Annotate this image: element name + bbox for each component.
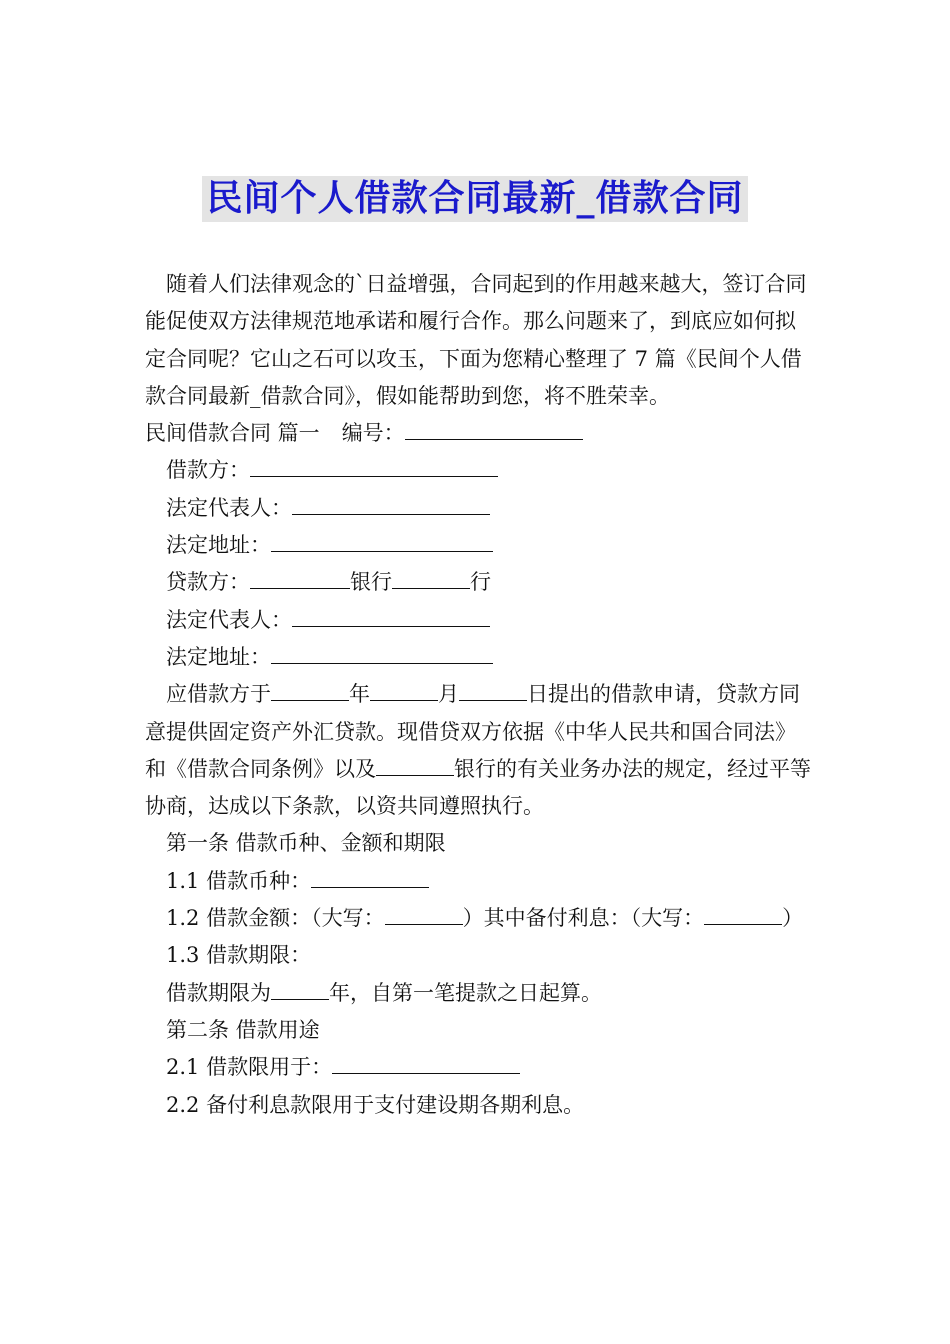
article2-title: 第二条 借款用途	[166, 1017, 320, 1042]
branch-label: 行	[470, 570, 491, 595]
document-title: 民间个人借款合同最新_借款合同	[202, 176, 747, 222]
borrower-blank	[250, 454, 498, 477]
legal-addr-line	[145, 527, 815, 564]
term-label-a: 借款期限为	[166, 980, 271, 1005]
app-prefix: 应借款方于	[166, 682, 271, 707]
term-line	[145, 975, 815, 1012]
legal-addr2-label: 法定地址：	[166, 644, 271, 669]
article1-1-line	[145, 863, 815, 900]
legal-addr2-line	[145, 639, 815, 676]
term-blank	[271, 977, 329, 1000]
legal-addr2-blank	[271, 641, 493, 664]
article1-3-line: 1.3 借款期限：	[166, 943, 312, 968]
borrower-label: 借款方：	[166, 458, 250, 483]
legal-rep-blank	[292, 492, 490, 515]
legal-rep2-label: 法定代表人：	[166, 607, 292, 632]
article2-1-label: 2.1 借款限用于：	[166, 1055, 333, 1080]
borrower-line	[145, 452, 815, 489]
interest-blank	[704, 902, 762, 925]
bank-blank	[392, 566, 470, 589]
lender-blank	[250, 566, 350, 589]
article1-2-label-a: 1.2 借款金额：（大写：	[166, 906, 385, 931]
legal-addr-blank	[271, 529, 493, 552]
article1-2-label-b: ）其中备付利息：（大写：	[462, 906, 705, 931]
document-body	[145, 266, 815, 1124]
month-blank	[370, 678, 438, 701]
lender-line	[145, 564, 815, 601]
day-rest: 日提出的借款申请，贷款方同意提供固定资产外汇贷款。现借贷双方依据《中华人民共和国合同法》和《借款合同条例》以及	[145, 682, 800, 781]
article1-1-label: 1.1 借款币种：	[166, 868, 312, 893]
article1-2-label-c: ）	[782, 906, 804, 931]
number-label: 编号：	[341, 421, 405, 446]
legal-rep-line	[145, 490, 815, 527]
bank-label: 银行	[350, 570, 392, 595]
article2-1-line	[145, 1049, 815, 1086]
legal-rep-label: 法定代表人：	[166, 495, 292, 520]
month-label: 月	[438, 682, 459, 707]
legal-rep2-line	[145, 602, 815, 639]
bank-name-blank	[376, 753, 454, 776]
day-blank	[459, 678, 527, 701]
intro-paragraph: 随着人们法律观念的`日益增强，合同起到的作用越来越大，签订合同能促使双方法律规范地承诺和履行合作。那么问题来了，到底应如何拟定合同呢？它山之石可以攻玉，下面为您精心整理了 7 篇《民间个人借款合同最新_借款合同》，假如能帮助到您，将不胜荣幸。	[145, 272, 807, 408]
article1-2-line	[145, 900, 815, 937]
article1-title: 第一条 借款币种、金额和期限	[166, 831, 446, 856]
article2-2-line: 2.2 备付利息款限用于支付建设期各期利息。	[166, 1092, 585, 1117]
number-blank	[405, 417, 583, 440]
purpose-blank	[332, 1051, 520, 1074]
app-rest: 银行的有关业务办法的规定，经过平等协商，达成以下条款，以资共同遵照执行。	[145, 756, 811, 819]
currency-blank	[311, 865, 429, 888]
contract-heading-line	[145, 415, 815, 452]
amount-blank	[385, 902, 463, 925]
legal-rep2-blank	[292, 604, 490, 627]
interest-blank-cont	[762, 902, 782, 925]
year-blank	[271, 678, 349, 701]
application-paragraph	[145, 676, 815, 825]
legal-addr-label: 法定地址：	[166, 533, 271, 558]
title-wrap	[0, 176, 950, 222]
term-label-b: 年，自第一笔提款之日起算。	[329, 980, 602, 1005]
lender-label: 贷款方：	[166, 570, 250, 595]
year-label: 年	[349, 682, 370, 707]
contract-heading: 民间借款合同 篇一	[145, 421, 320, 446]
